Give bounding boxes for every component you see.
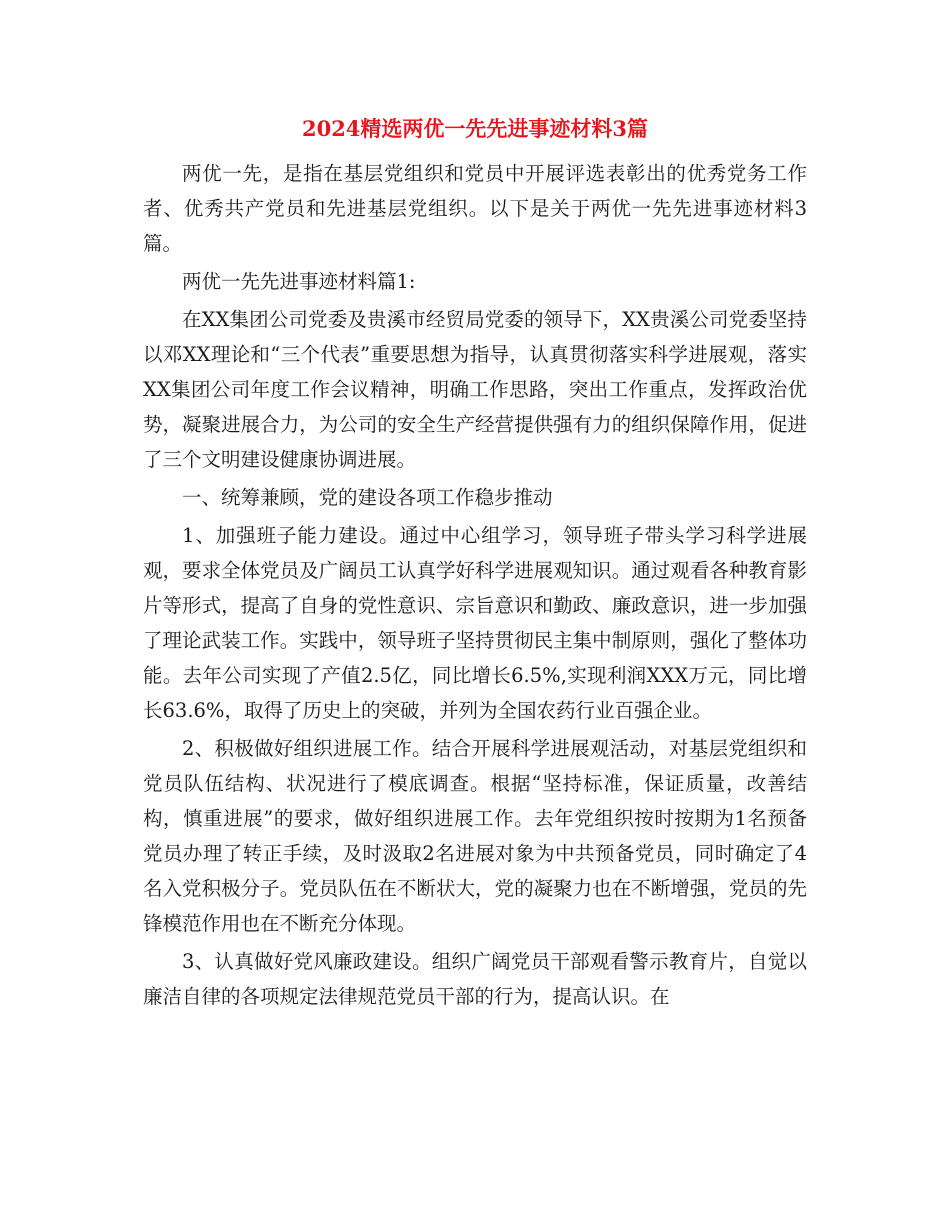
section-heading-1: 一、统筹兼顾，党的建设各项工作稳步推动 <box>182 486 553 509</box>
body-paragraph: 3、认真做好党风廉政建设。组织广阔党员干部观看警示教育片，自觉以廉洁自律的各项规定法律规范党员干部的行为，提高认识。在 <box>143 950 807 1008</box>
intro-paragraph: 两优一先，是指在基层党组织和党员中开展评选表彰出的优秀党务工作者、优秀共产党员和先进基层党组织。以下是关于两优一先先进事迹材料3篇。 <box>143 162 807 255</box>
document-body <box>143 156 807 1014</box>
section-heading-article-1: 两优一先先进事迹材料篇1: <box>182 270 416 293</box>
document-title: 2024精选两优一先先进事迹材料3篇 <box>301 116 649 141</box>
body-paragraph: 2、积极做好组织进展工作。结合开展科学进展观活动，对基层党组织和党员队伍结构、状况进行了模底调查。根据“坚持标准，保证质量，改善结构，慎重进展”的要求，做好组织进展工作。去年党组织按时按期为1名预备党员办理了转正手续，及时汲取2名进展对象为中共预备党员，同时确定了4名入党积极分子。党员队伍在不断状大，党的凝聚力也在不断增强，党员的先锋模范作用也在不断充分体现。 <box>143 737 807 935</box>
body-paragraph: 1、加强班子能力建设。通过中心组学习，领导班子带头学习科学进展观，要求全体党员及广阔员工认真学好科学进展观知识。通过观看各种教育影片等形式，提高了自身的党性意识、宗旨意识和勤政、廉政意识，进一步加强了理论武装工作。实践中，领导班子坚持贯彻民主集中制原则，强化了整体功能。去年公司实现了产值2.5亿，同比增长6.5%,实现利润XXX万元，同比增长63.6%，取得了历史上的突破，并列为全国农药行业百强企业。 <box>143 524 807 722</box>
body-paragraph: 在XX集团公司党委及贵溪市经贸局党委的领导下，XX贵溪公司党委坚持以邓XX理论和“三个代表”重要思想为指导，认真贯彻落实科学进展观，落实XX集团公司年度工作会议精神，明确工作思路，突出工作重点，发挥政治优势，凝聚进展合力，为公司的安全生产经营提供强有力的组织保障作用，促进了三个文明建设健康协调进展。 <box>143 308 807 471</box>
